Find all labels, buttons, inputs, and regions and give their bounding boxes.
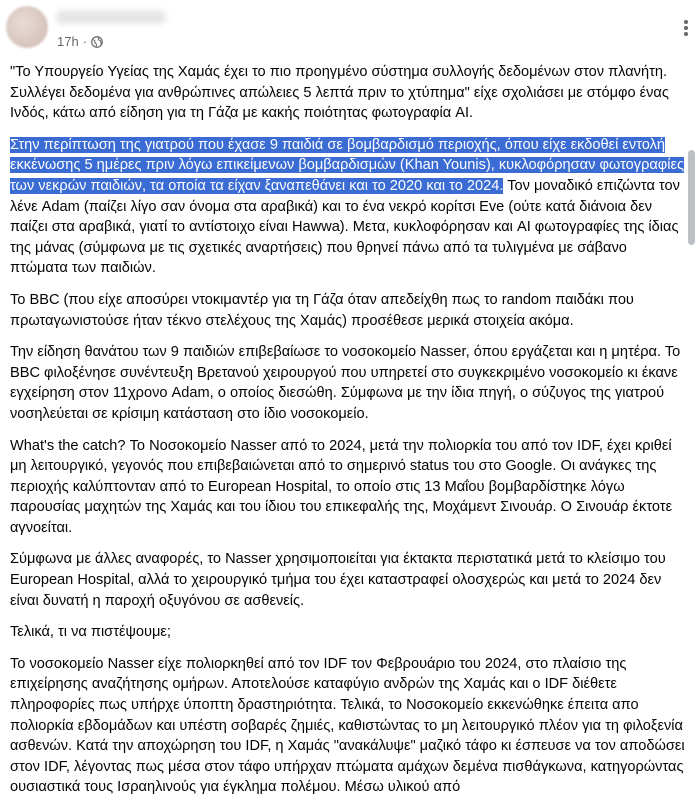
paragraph-3: Το BBC (που είχε αποσύρει ντοκιμαντέρ για τη Γάζα όταν απεδείχθη πως το random παιδάκι που πρωταγωνιστούσε ήταν τέκνο στελέχους της Χαμάς) προσέθεσε μερικά στοιχεία ακόμα. [10,291,634,329]
paragraph-7: Τελικά, τι να πιστέψουμε; [10,624,171,641]
paragraph-6: Σύμφωνα με άλλες αναφορές, το Nasser χρησιμοποιείται για έκτακτα περιστατικά μετά το κλείσιμο του European Hospital, αλλά το χειρουργικό τμήμα του έχει καταστραφεί ολοσχερώς και μετά το 2024 δεν είναι δυνατή η παροχή οξυγόνου σε ασθενείς. [10,551,666,609]
post-timestamp[interactable]: 17h [57,34,79,49]
post-meta: 17h · [57,34,103,49]
avatar[interactable] [6,6,48,48]
highlighted-text: Στην περίπτωση της γιατρού που έχασε 9 παιδιά σε βομβαρδισμό περιοχής, όπου είχε εκδοθεί εντολή εκκένωσης 5 ημέρες πριν λόγω επικείμενων βομβαρδισμών (Khan Younis), κυκλοφόρησαν φωτογραφίες των νεκρών παιδιών, τα οποία τα είχαν ξαναπεθάνει και το 2020 και το 2024. [10,136,685,194]
paragraph-1: "Το Υπουργείο Υγείας της Χαμάς έχει το πιο προηγμένο σύστημα συλλογής δεδομένων στον πλανήτη. Συλλέγει δεδομένα για ανθρώπινες απώλειες 5 λεπτά πριν το χτύπημα" είχε σχολιάσει με στόμφο ένας Ινδός, κάτω από είδηση για τη Γάζα με κακής ποιότητας φωτογραφία AI. [10,64,669,122]
globe-icon[interactable] [91,36,103,48]
paragraph-8: Το νοσοκομείο Nasser είχε πολιορκηθεί από τον IDF τον Φεβρουάριο του 2024, στο πλαίσιο της επιχείρησης αναζήτησης ομήρων. Αποτελούσε καταφύγιο ανδρών της Χαμάς και ο IDF διέθετε πληροφορίες πως υπήρχε ύποπτη δραστηριότητα. Τελικά, το Νοσοκομείο εκκενώθηκε έπειτα απο πολιορκία εβδομάδων και υπέστη σοβαρές ζημιές, καθιστώντας το μη λειτουργικό πλέον για τη φιλοξενία ασθενών. Κατά την αποχώρηση του IDF, η Χαμάς "ανακάλυψε" μαζικό τάφο κι έσπευσε να τον αποδώσει στον IDF, λέγοντας πως μέσα στον τάφο υπήρχαν πτώματα αμάχων δεμένα πισθάγκωνα, κατηγορώντας ουσιαστικά τους Ισραηλινούς για έγκλημα πολέμου. Μέσω υλικού από [10,655,685,796]
paragraph-2: Στην περίπτωση της γιατρού που έχασε 9 παιδιά σε βομβαρδισμό περιοχής, όπου είχε εκδοθεί εντολή εκκένωσης 5 ημέρες πριν λόγω επικείμενων βομβαρδισμών (Khan Younis), κυκλοφόρησαν φωτογραφίες των νεκρών παιδιών, τα οποία τα είχαν ξαναπεθάνει και το 2020 και το 2024. Τον μοναδικό επιζώντα τον λένε Adam (παίζει λίγο σαν όνομα στα αραβικά) και το ένα νεκρό κορίτσι Eve (ούτε κατά διάνοια δεν παίζει στα αραβικά, γιατί το αντίστοιχο είναι Hawwa). Μετα, κυκλοφόρησαν και AI φωτογραφίες της ίδιας της μάνας (σύμφωνα με τις σχετικές αναρτήσεις) που θρηνεί πάνω από τα τυλιγμένα με σάβανο πτώματα των παιδιών. [10,136,685,277]
more-options-icon[interactable] [683,18,689,40]
paragraph-5: What's the catch? Το Νοσοκομείο Nasser από το 2024, μετά την πολιορκία του από τον IDF, έχει κριθεί μη λειτουργικό, γεγονός που επιβεβαιώνεται από το σημερινό status του στο Google. Οι ανάγκες της περιοχής καλύπτονταν από το European Hospital, το οποίο στις 13 Μαΐου βομβαρδίστηκε λόγω παρουσίας μαχητών της Χαμάς και του ίδιου του επικεφαλής της, Μοχάμεντ Σινουάρ. Ο Σινουάρ έκτοτε αγνοείται. [10,437,673,536]
author-name-blurred[interactable] [56,10,166,24]
post-body [10,62,686,809]
paragraph-4: Την είδηση θανάτου των 9 παιδιών επιβεβαίωσε το νοσοκομείο Nasser, όπου εργάζεται και η μητέρα. Το BBC φιλοξένησε συνέντευξη Βρετανού χειρουργού που υπηρετεί στο συγκεκριμένο νοσοκομείο κι έκανε εγχείρηση στον 11χρονο Adam, ο οποίος διεσώθη. Σύμφωνα με την ίδια πηγή, ο σύζυγος της γιατρού νοσηλεύεται σε κρίσιμη κατάσταση στο ίδιο νοσοκομείο. [10,344,681,422]
scrollbar[interactable] [688,150,695,245]
post-header [0,0,697,62]
